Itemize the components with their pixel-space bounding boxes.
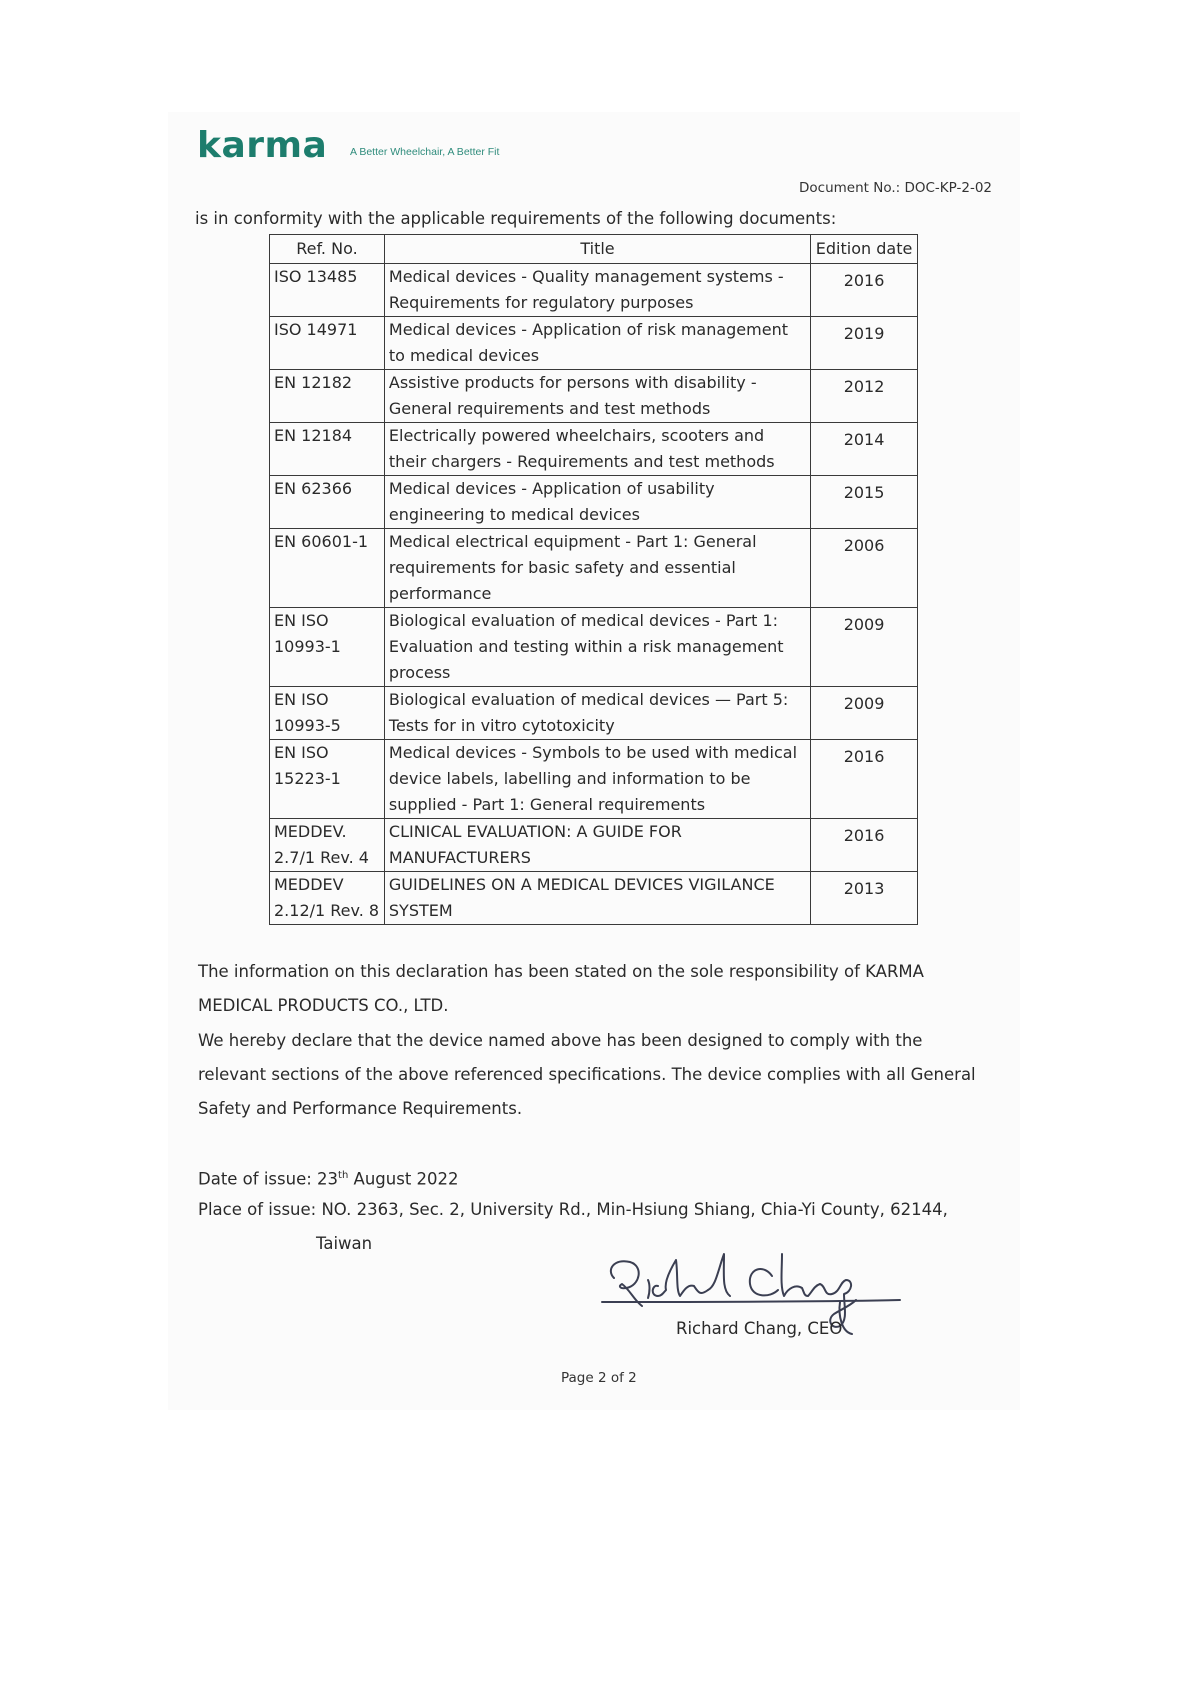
title-cell: Medical devices - Quality management systems - Requirements for regulatory purposes xyxy=(384,264,810,317)
date-of-issue xyxy=(198,1159,459,1197)
title-cell: Medical electrical equipment - Part 1: General requirements for basic safety and essential performance xyxy=(384,529,810,608)
place-of-issue-country: Taiwan xyxy=(316,1234,373,1253)
year-cell: 2013 xyxy=(811,872,918,925)
ref-cell: ISO 13485 xyxy=(270,264,385,317)
document-number: Document No.: DOC-KP-2-02 xyxy=(799,180,993,196)
standards-table xyxy=(269,234,918,925)
title-cell: Assistive products for persons with disability - General requirements and test methods xyxy=(384,370,810,423)
year-cell: 2016 xyxy=(811,740,918,819)
date-rest: August 2022 xyxy=(348,1169,459,1189)
title-cell: Medical devices - Symbols to be used with medical device labels, labelling and information to be supplied - Part 1: General requirements xyxy=(384,740,810,819)
ref-cell: EN ISO 10993-1 xyxy=(270,608,385,687)
ref-cell: ISO 14971 xyxy=(270,317,385,370)
col-header-edition: Edition date xyxy=(811,235,918,264)
ref-cell: EN ISO 15223-1 xyxy=(270,740,385,819)
year-cell: 2019 xyxy=(811,317,918,370)
ref-cell: EN 60601-1 xyxy=(270,529,385,608)
ref-cell: EN 62366 xyxy=(270,476,385,529)
year-cell: 2016 xyxy=(811,264,918,317)
table-row xyxy=(270,872,918,925)
year-cell: 2009 xyxy=(811,608,918,687)
karma-logo: karma xyxy=(197,125,328,166)
table-row xyxy=(270,687,918,740)
table-row xyxy=(270,264,918,317)
title-cell: Medical devices - Application of risk management to medical devices xyxy=(384,317,810,370)
ref-cell: MEDDEV. 2.7/1 Rev. 4 xyxy=(270,819,385,872)
ref-cell: EN 12184 xyxy=(270,423,385,476)
title-cell: Biological evaluation of medical devices — Part 5: Tests for in vitro cytotoxicity xyxy=(384,687,810,740)
page-number: Page 2 of 2 xyxy=(561,1370,637,1386)
table-row xyxy=(270,529,918,608)
table-row xyxy=(270,317,918,370)
col-header-title: Title xyxy=(384,235,810,264)
title-cell: CLINICAL EVALUATION: A GUIDE FOR MANUFACTURERS xyxy=(384,819,810,872)
ref-cell: MEDDEV 2.12/1 Rev. 8 xyxy=(270,872,385,925)
year-cell: 2016 xyxy=(811,819,918,872)
table-row xyxy=(270,423,918,476)
responsibility-statement: The information on this declaration has been stated on the sole responsibility of KARMA MEDICAL PRODUCTS CO., LTD. xyxy=(198,962,924,1015)
title-cell: Biological evaluation of medical devices - Part 1: Evaluation and testing within a risk management process xyxy=(384,608,810,687)
year-cell: 2015 xyxy=(811,476,918,529)
date-ordinal: th xyxy=(338,1170,349,1181)
table-header-row xyxy=(270,235,918,264)
year-cell: 2006 xyxy=(811,529,918,608)
year-cell: 2012 xyxy=(811,370,918,423)
compliance-statement: We hereby declare that the device named above has been designed to comply with the relevant sections of the above referenced specifications. The device complies with all General Safety and Performance Requirements. xyxy=(198,1031,976,1118)
ref-cell: EN ISO 10993-5 xyxy=(270,687,385,740)
signer-name: Richard Chang, CEO xyxy=(676,1319,843,1338)
title-cell: Medical devices - Application of usability engineering to medical devices xyxy=(384,476,810,529)
conformity-intro: is in conformity with the applicable requirements of the following documents: xyxy=(195,209,837,228)
table-row xyxy=(270,370,918,423)
logo-tagline: A Better Wheelchair, A Better Fit xyxy=(350,146,500,158)
table-row xyxy=(270,740,918,819)
title-cell: GUIDELINES ON A MEDICAL DEVICES VIGILANCE SYSTEM xyxy=(384,872,810,925)
table-row xyxy=(270,608,918,687)
table-row xyxy=(270,819,918,872)
date-label: Date of issue: 23 xyxy=(198,1169,339,1189)
ref-cell: EN 12182 xyxy=(270,370,385,423)
year-cell: 2009 xyxy=(811,687,918,740)
col-header-ref: Ref. No. xyxy=(270,235,385,264)
year-cell: 2014 xyxy=(811,423,918,476)
title-cell: Electrically powered wheelchairs, scooters and their chargers - Requirements and test methods xyxy=(384,423,810,476)
place-of-issue: Place of issue: NO. 2363, Sec. 2, University Rd., Min-Hsiung Shiang, Chia-Yi County, 62144, xyxy=(198,1200,948,1219)
table-row xyxy=(270,476,918,529)
